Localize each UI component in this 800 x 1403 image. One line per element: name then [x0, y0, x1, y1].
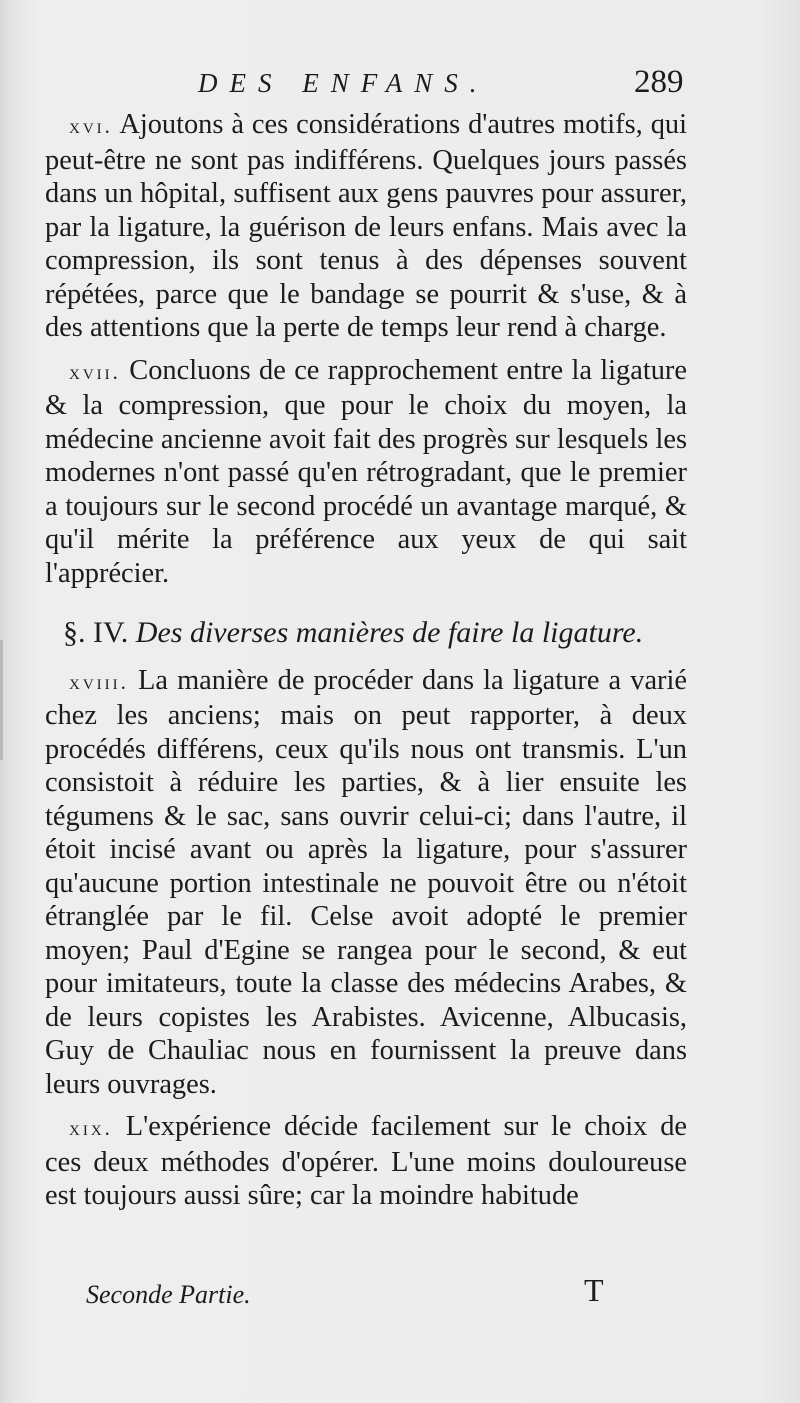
paragraph-xvi — [45, 108, 687, 345]
paragraph-number: xvi. — [69, 114, 113, 138]
paragraph-text: Ajoutons à ces considérations d'autres motifs, qui peut-être ne sont pas indifférens. Quelques jours passés dans un hôpital, suffisent aux gens pauvres pour assurer, par la ligature, la guérison de leurs enfans. Mais avec la compression, ils sont tenus à des dépenses souvent répétées, parce que le bandage se pourrit & s'use, & à des attentions que la perte de temps leur rend à charge. — [45, 109, 688, 343]
paragraph-text: La manière de procéder dans la ligature a varié chez les anciens; mais on peut rapporter, à deux procédés différens, ceux qu'ils nous ont transmis. L'un consistoit à réduire les parties, & à lier ensuite les tégumens & le sac, sans ouvrir celui-ci; dans l'autre, il étoit incisé avant ou après la ligature, pour s'assurer qu'aucune portion intestinale ne pouvoit être ou n'étoit étranglée par le fil. Celse avoit adopté le premier moyen; Paul d'Egine se rangea pour le second, & eut pour imitateurs, toute la classe des médecins Arabes, & de leurs copistes les Arabistes. Avicenne, Albucasis, Guy de Chauliac nous en fournissent la preuve dans leurs ouvrages. — [45, 664, 687, 1100]
paragraph-xix — [45, 1110, 687, 1213]
sheet-mark: T — [584, 1272, 604, 1308]
paragraph-number: xvii. — [69, 359, 121, 384]
body-text — [45, 108, 687, 1213]
paragraph-text: L'expérience décide facilement sur le choix de ces deux méthodes d'opérer. L'une moins douloureuse est toujours aussi sûre; car la moindre habitude — [45, 1111, 687, 1211]
signature-line: Seconde Partie. — [86, 1280, 251, 1309]
page-number: 289 — [634, 64, 684, 100]
section-title: Des diverses manières de faire la ligature. — [135, 616, 644, 649]
paragraph-number: xix. — [69, 1116, 113, 1140]
page-edge-shadow — [0, 640, 3, 760]
paragraph-xvii — [45, 354, 687, 591]
page-header — [0, 62, 800, 112]
paragraph-number: xviii. — [69, 669, 129, 694]
running-title: DES ENFANS. — [198, 68, 489, 98]
section-heading — [45, 616, 687, 650]
section-label: §. IV. — [63, 616, 129, 649]
page-footer — [0, 1272, 800, 1322]
paragraph-xviii — [45, 664, 687, 1102]
paragraph-text: Concluons de ce rapprochement entre la ligature & la compression, que pour le choix du moyen, la médecine ancienne avoit fait des progrès sur lesquels les modernes n'ont passé qu'en rétrogradant, que le premier a toujours sur le second procédé un avantage marqué, & qu'il mérite la préférence aux yeux de qui sait l'apprécier. — [45, 354, 687, 589]
